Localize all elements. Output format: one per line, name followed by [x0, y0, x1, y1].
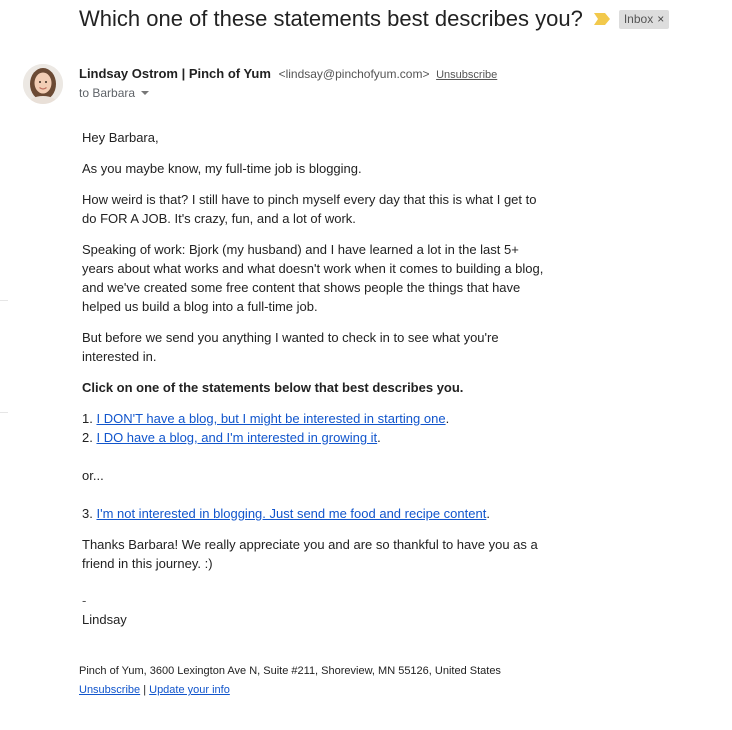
sender-name[interactable]: Lindsay Ostrom | Pinch of Yum — [79, 66, 271, 81]
footer-address: Pinch of Yum, 3600 Lexington Ave N, Suite #211, Shoreview, MN 55126, United States — [79, 665, 501, 677]
footer-links — [79, 681, 501, 700]
avatar-photo-icon — [23, 64, 63, 104]
recipient-text: to Barbara — [79, 86, 136, 100]
signature-name: Lindsay — [82, 612, 127, 627]
paragraph-3-line-3: and we've created some free content that shows people the things that have — [82, 280, 521, 295]
paragraph-4 — [82, 328, 552, 366]
remove-label-icon[interactable]: × — [657, 11, 665, 26]
footer-unsubscribe-link[interactable]: Unsubscribe — [79, 684, 141, 696]
email-body — [82, 128, 552, 641]
label-chip-inbox[interactable] — [619, 10, 669, 29]
or-text: or... — [82, 468, 104, 483]
option-3-period: . — [486, 506, 490, 521]
recipient-details-toggle[interactable] — [79, 86, 149, 100]
email-subject: Which one of these statements best describes you? — [79, 6, 583, 31]
paragraph-3-line-2: years about what works and what doesn't work when it comes to building a blog, — [82, 261, 544, 276]
paragraph-4-line-1: But before we send you anything I wanted to check in to see what you're — [82, 330, 499, 345]
header-unsubscribe-link[interactable]: Unsubscribe — [436, 69, 498, 81]
left-edge-divider — [0, 412, 8, 413]
call-to-action: Click on one of the statements below that best describes you. — [82, 380, 464, 395]
option-1-number: 1. — [82, 411, 93, 426]
paragraph-1: As you maybe know, my full-time job is blogging. — [82, 161, 362, 176]
paragraph-2-line-1: How weird is that? I still have to pinch myself every day that this is what I get to — [82, 192, 537, 207]
option-2-row — [82, 428, 552, 447]
paragraph-3 — [82, 240, 552, 316]
sender-avatar[interactable] — [23, 64, 63, 104]
subject-row — [79, 6, 669, 32]
option-1-period: . — [445, 411, 450, 426]
label-chip-text: Inbox — [623, 11, 654, 26]
signature-dash: - — [82, 593, 87, 608]
thanks-paragraph — [82, 535, 552, 573]
signature-block — [82, 591, 552, 629]
left-edge-divider — [0, 300, 8, 301]
thanks-line-1: Thanks Barbara! We really appreciate you and are so thankful to have you as a — [82, 537, 538, 552]
thanks-line-2: friend in this journey. :) — [82, 556, 213, 571]
footer-separator: | — [140, 684, 150, 696]
sender-line — [79, 66, 497, 81]
option-3-row — [82, 504, 552, 523]
option-2-link[interactable]: I DO have a blog, and I'm interested in growing it — [96, 430, 378, 445]
sender-email: <lindsay@pinchofyum.com> — [278, 67, 430, 81]
footer-update-info-link[interactable]: Update your info — [149, 684, 230, 696]
paragraph-3-line-4: helped us build a blog into a full-time job. — [82, 299, 318, 314]
chevron-down-icon — [141, 91, 149, 95]
email-footer — [79, 662, 501, 700]
paragraph-2 — [82, 190, 552, 228]
option-3-number: 3. — [82, 506, 93, 521]
option-2-period: . — [377, 430, 381, 445]
paragraph-4-line-2: interested in. — [82, 349, 157, 364]
greeting: Hey Barbara, — [82, 130, 159, 145]
paragraph-3-line-1: Speaking of work: Bjork (my husband) and I have learned a lot in the last 5+ — [82, 242, 519, 257]
paragraph-2-line-2: do FOR A JOB. It's crazy, fun, and a lot of work. — [82, 211, 356, 226]
option-3-link[interactable]: I'm not interested in blogging. Just send me food and recipe content — [96, 506, 487, 521]
option-1-row — [82, 409, 552, 428]
option-2-number: 2. — [82, 430, 93, 445]
important-marker-icon[interactable] — [593, 12, 611, 26]
option-1-link[interactable]: I DON'T have a blog, but I might be interested in starting one — [96, 411, 446, 426]
